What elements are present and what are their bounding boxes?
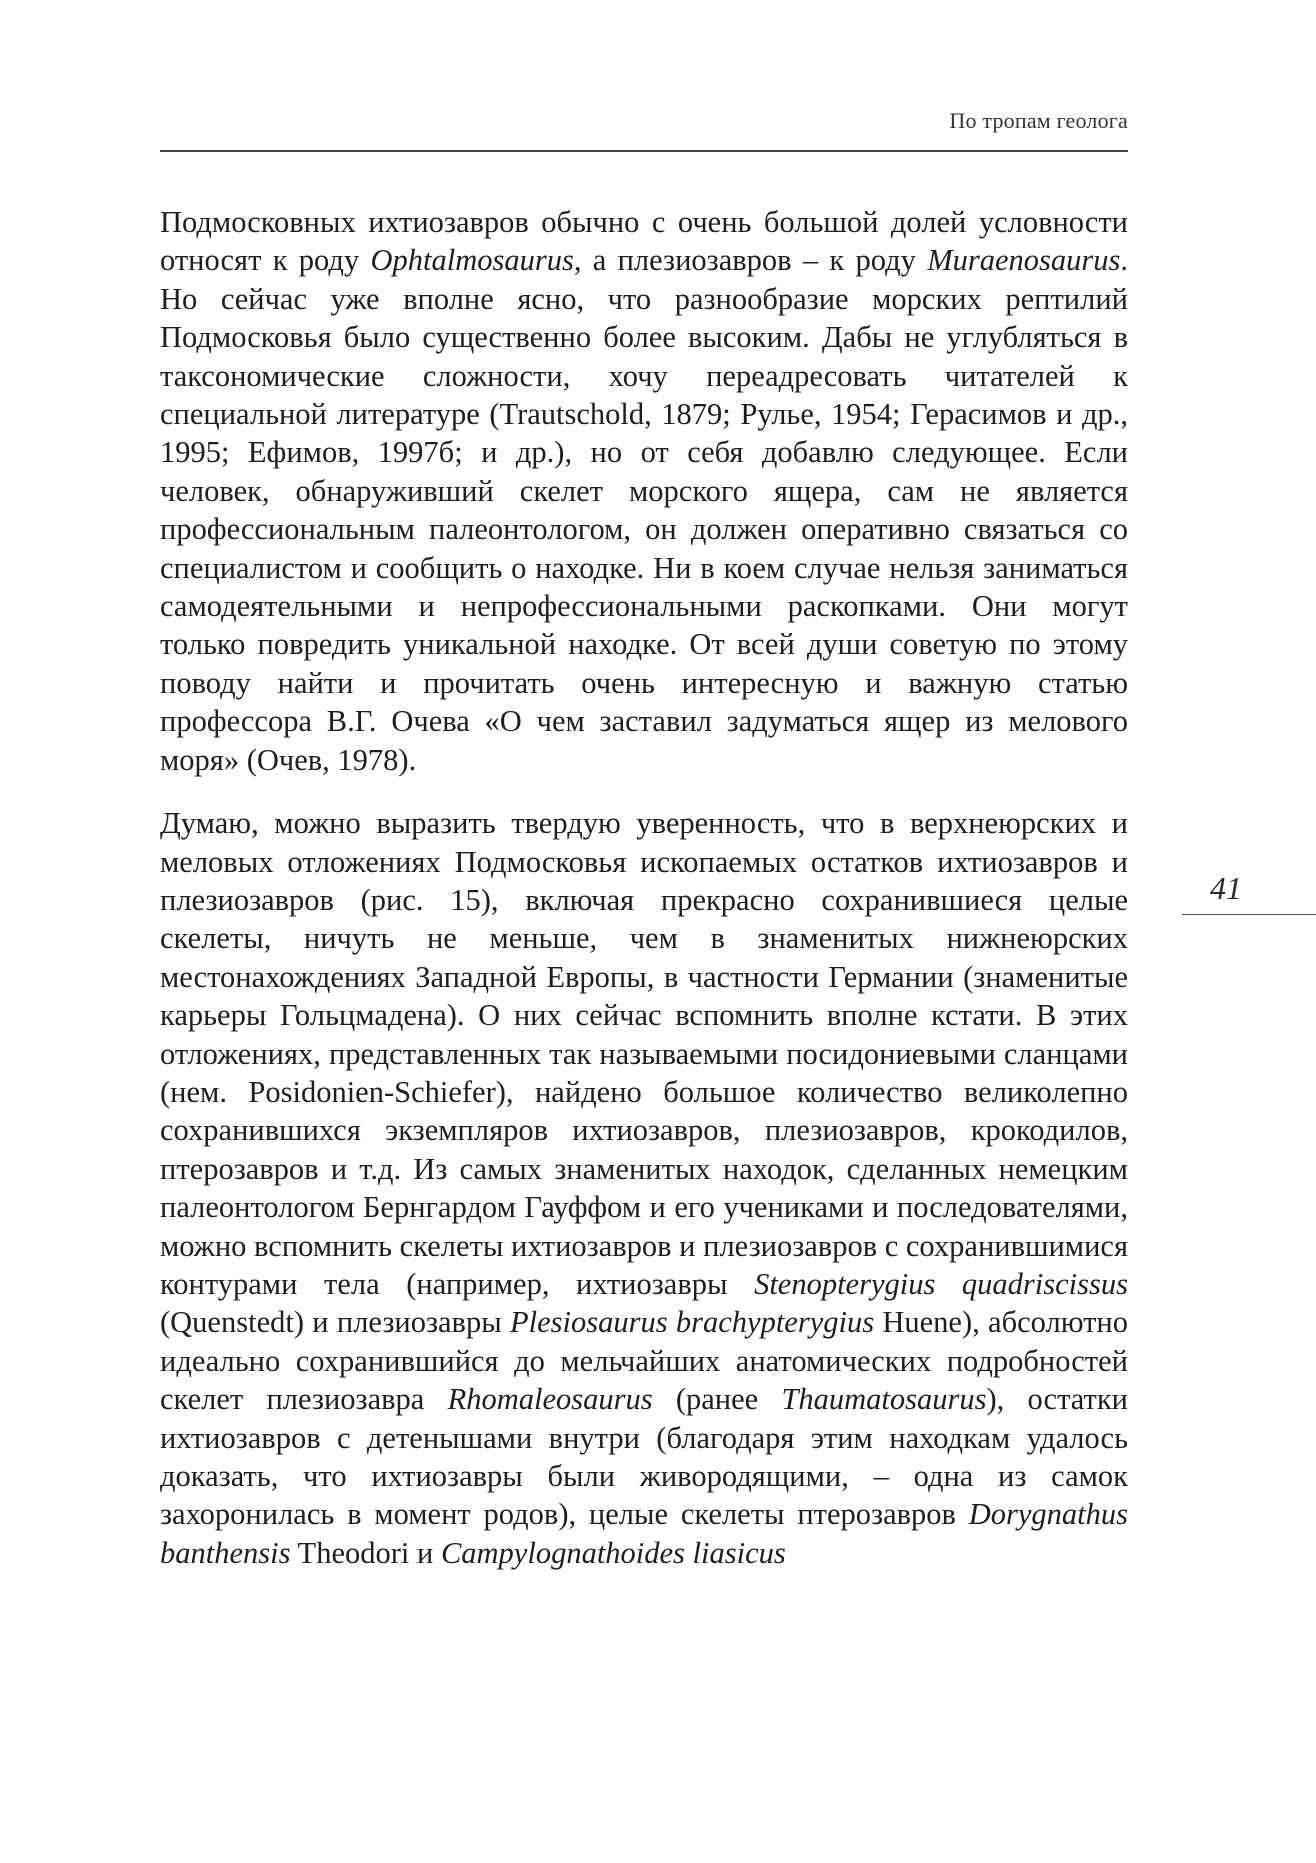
italic-term: Muraenosaurus bbox=[927, 243, 1121, 278]
header-rule bbox=[160, 150, 1128, 152]
text-run: (ранее bbox=[652, 1382, 782, 1417]
italic-term: Dorygnathus banthensis bbox=[160, 1497, 1128, 1570]
page-number-rule bbox=[1182, 914, 1316, 915]
italic-term: Plesiosaurus brachypterygius bbox=[509, 1305, 875, 1340]
text-run: (Quenstedt) и плезиозавры bbox=[160, 1305, 510, 1340]
paragraph bbox=[160, 804, 1128, 1572]
text-run: , а плезиозавров – к роду bbox=[573, 243, 928, 278]
italic-term: Ophtalmosaurus bbox=[370, 243, 574, 278]
running-header: По тропам геолога bbox=[949, 108, 1128, 133]
italic-term: Thaumatosaurus bbox=[781, 1382, 987, 1417]
page-number: 41 bbox=[1210, 870, 1242, 906]
paragraph bbox=[160, 203, 1128, 779]
body-text bbox=[160, 203, 1128, 1572]
text-run: Подмосковных ихтиозавров обычно с очень большой долей условности относят к роду bbox=[160, 205, 1128, 278]
italic-term: Stenopterygius quadriscissus bbox=[754, 1266, 1129, 1301]
text-run: Huene), абсолютно идеально сохранившийся до мельчайших анатомических подробностей скелет плезиозавра bbox=[160, 1305, 1128, 1417]
italic-term: Rhomaleosaurus bbox=[447, 1382, 653, 1417]
text-run: . Но сейчас уже вполне ясно, что разнообразие морских рептилий Подмосковья было существенно более высоким. Дабы не углубляться в таксономические сложности, хочу переадресовать читателей к специальной литературе (Trautschold, 1879; Рулье, 1954; Герасимов и др., 1995; Ефимов, 1997б; и др.), но от себя добавлю следующее. Если человек, обнаруживший скелет морского ящера, сам не является профессиональным палеонтологом, он должен оперативно связаться со специалистом и сообщить о находке. Ни в коем случае нельзя заниматься самодеятельными и непрофессиональными раскопками. Они могут только повредить уникальной находке. От всей души советую по этому поводу найти и прочитать очень интересную и важную статью профессора В.Г. Очева «О чем заставил задуматься ящер из мелового моря» (Очев, 1978). bbox=[160, 243, 1128, 777]
text-run: ), остатки ихтиозавров с детенышами внутри (благодаря этим находкам удалось доказать, что ихтиозавры были живородящими, – одна из самок захоронилась в момент родов), целые скелеты птерозавров bbox=[160, 1382, 1129, 1532]
text-run: Theodori и bbox=[290, 1535, 441, 1570]
italic-term: Campylognathoides liasicus bbox=[440, 1535, 786, 1570]
text-run: Думаю, можно выразить твердую уверенность, что в верхнеюрских и меловых отложениях Подмосковья ископаемых остатков ихтиозавров и плезиозавров (рис. 15), включая прекрасно сохранившиеся целые скелеты, ничуть не меньше, чем в знаменитых нижнеюрских местонахождениях Западной Европы, в частности Германии (знаменитые карьеры Гольцмадена). О них сейчас вспомнить вполне кстати. В этих отложениях, представленных так называемыми посидониевыми сланцами (нем. Posidonien-Schiefer), найдено большое количество великолепно сохранившихся экземпляров ихтиозавров, плезиозавров, крокодилов, птерозавров и т.д. Из самых знаменитых находок, сделанных немецким палеонтологом Бернгардом Гауффом и его учениками и последователями, можно вспомнить скелеты ихтиозавров и плезиозавров с сохранившимися контурами тела (например, ихтиозавры bbox=[160, 806, 1128, 1301]
